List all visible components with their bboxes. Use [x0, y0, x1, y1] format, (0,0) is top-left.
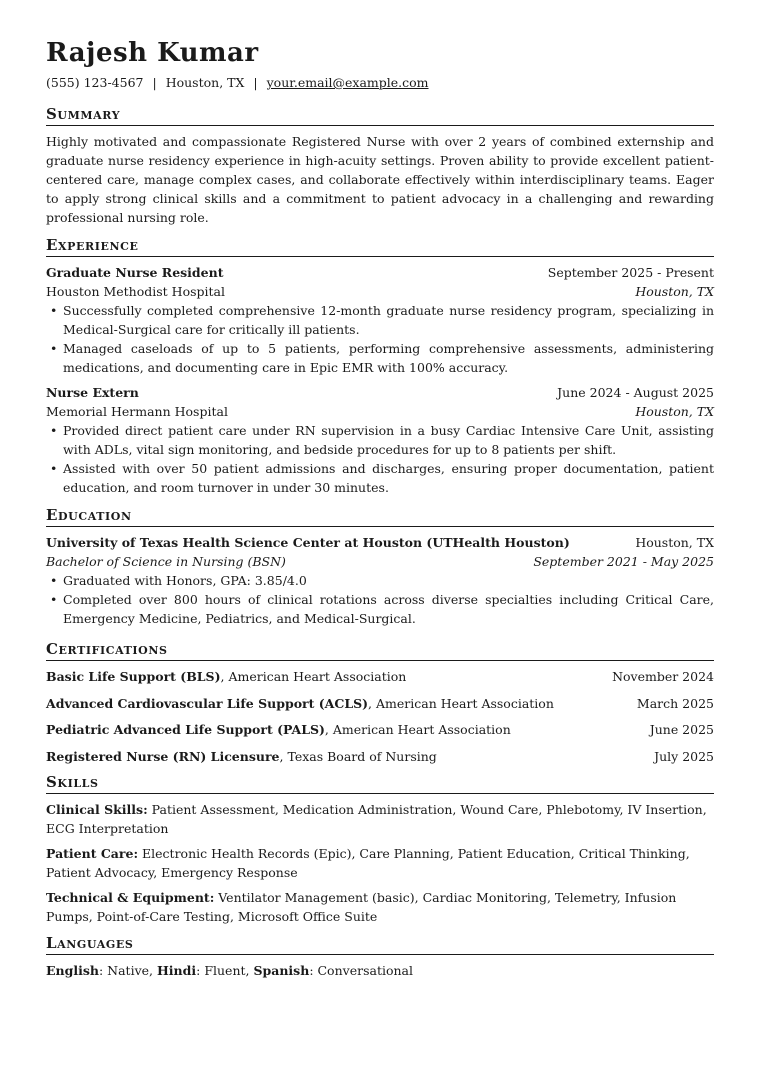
- job-bullets: [46, 421, 714, 497]
- experience-section: [46, 236, 714, 497]
- cert-issuer: , American Heart Association: [324, 722, 511, 737]
- bullet-glyph: •: [50, 423, 58, 438]
- list-item: [50, 421, 714, 459]
- job-role: Nurse Extern: [46, 385, 139, 400]
- cert-name: Registered Nurse (RN) Licensure: [46, 748, 280, 764]
- language-level: : Conversational: [309, 963, 413, 978]
- skills-section: [46, 773, 714, 926]
- section-title-experience: Experience: [46, 236, 714, 257]
- bullet-text: Provided direct patient care under RN supervision in a busy Cardiac Intensive Care Unit, assisting with ADLs, vital sign monitoring, and bedside procedures for up to 8 patients per shift.: [63, 423, 714, 457]
- list-item: [50, 590, 714, 628]
- bullet-glyph: •: [50, 341, 58, 356]
- languages-section: [46, 934, 714, 980]
- cert-row: [46, 667, 714, 686]
- location: Houston, TX: [165, 75, 245, 90]
- section-title-skills: Skills: [46, 773, 714, 794]
- summary-text: Highly motivated and compassionate Registered Nurse with over 2 years of combined externship and graduate nurse residency experience in high-acuity settings. Proven ability to provide excellent patient-centered care, manage complex cases, and collaborate effectively within interdisciplinary teams. Eager to apply strong clinical skills and a commitment to patient advocacy in a challenging and rewarding professional nursing role.: [46, 134, 714, 225]
- cert-row: [46, 720, 714, 739]
- section-title-education: Education: [46, 506, 714, 527]
- skill-label: Patient Care:: [46, 846, 139, 861]
- section-title-certifications: Certifications: [46, 640, 714, 661]
- language-level: : Fluent,: [196, 963, 254, 978]
- education-bullets: [46, 571, 714, 628]
- section-title-summary: Summary: [46, 105, 714, 126]
- email-link[interactable]: your.email@example.com: [266, 75, 429, 90]
- section-title-languages: Languages: [46, 934, 714, 955]
- job-entry: [46, 263, 714, 377]
- job-location: Houston, TX: [635, 284, 714, 299]
- bullet-glyph: •: [50, 461, 58, 476]
- list-item: [50, 301, 714, 339]
- bullet-text: Graduated with Honors, GPA: 3.85/4.0: [63, 573, 307, 588]
- cert-date: June 2025: [649, 722, 714, 737]
- bullet-text: Assisted with over 50 patient admissions and discharges, ensuring proper documentation, patient education, and room turnover in under 30 minutes.: [63, 461, 714, 495]
- cert-name: Advanced Cardiovascular Life Support (ACLS): [46, 695, 369, 711]
- education-dates: September 2021 - May 2025: [533, 554, 714, 569]
- cert-name: Pediatric Advanced Life Support (PALS): [46, 722, 325, 737]
- job-dates: September 2025 - Present: [547, 265, 714, 280]
- job-location: Houston, TX: [635, 404, 714, 419]
- bullet-glyph: •: [50, 573, 58, 588]
- separator: |: [152, 75, 157, 90]
- phone: (555) 123-4567: [46, 75, 144, 90]
- skill-text: Ventilator Management (basic), Cardiac Monitoring, Telemetry, Infusion Pumps, Point-of-Care Testing, Microsoft Office Suite: [46, 890, 677, 924]
- bullet-glyph: •: [50, 303, 58, 318]
- candidate-name: Rajesh Kumar: [46, 38, 259, 68]
- school-name: University of Texas Health Science Center at Houston (UTHealth Houston): [46, 535, 570, 550]
- cert-issuer: , American Heart Association: [368, 695, 554, 711]
- skill-label: Technical & Equipment:: [46, 890, 215, 905]
- degree: Bachelor of Science in Nursing (BSN): [46, 554, 286, 569]
- skill-group: [46, 888, 714, 926]
- job-org: Memorial Hermann Hospital: [46, 404, 228, 419]
- language-name: Hindi: [157, 963, 197, 978]
- language-name: English: [46, 963, 99, 978]
- bullet-glyph: •: [50, 592, 58, 607]
- language-name: Spanish: [253, 963, 310, 978]
- skill-group: [46, 844, 714, 882]
- job-org: Houston Methodist Hospital: [46, 284, 225, 299]
- cert-issuer: , Texas Board of Nursing: [279, 748, 437, 764]
- summary-section: [46, 105, 714, 227]
- cert-row: [46, 694, 714, 713]
- job-dates: June 2024 - August 2025: [557, 385, 714, 400]
- cert-date: March 2025: [636, 695, 714, 711]
- bullet-text: Completed over 800 hours of clinical rotations across diverse specialties including Critical Care, Emergency Medicine, Pediatrics, and Medical-Surgical.: [63, 592, 714, 626]
- cert-date: November 2024: [612, 669, 714, 684]
- job-role: Graduate Nurse Resident: [46, 265, 224, 280]
- cert-name: Basic Life Support (BLS): [46, 669, 221, 684]
- contact-line: [46, 74, 714, 92]
- language-level: : Native,: [98, 963, 157, 978]
- skill-text: Patient Assessment, Medication Administration, Wound Care, Phlebotomy, IV Insertion, ECG Interpretation: [46, 802, 707, 836]
- school-location: Houston, TX: [635, 535, 714, 550]
- job-entry: [46, 383, 714, 497]
- education-section: [46, 506, 714, 628]
- cert-row: [46, 747, 714, 766]
- list-item: [50, 459, 714, 497]
- job-bullets: [46, 301, 714, 377]
- bullet-text: Managed caseloads of up to 5 patients, performing comprehensive assessments, administering medications, and documenting care in Epic EMR with 100% accuracy.: [63, 341, 714, 375]
- cert-issuer: , American Heart Association: [220, 669, 407, 684]
- list-item: [50, 339, 714, 377]
- list-item: [50, 571, 714, 590]
- skill-group: [46, 800, 714, 838]
- separator: |: [253, 75, 258, 90]
- bullet-text: Successfully completed comprehensive 12-month graduate nurse residency program, specializing in Medical-Surgical care for critically ill patients.: [63, 303, 714, 337]
- certifications-section: [46, 640, 714, 766]
- cert-date: July 2025: [654, 748, 714, 764]
- languages-line: [46, 961, 714, 980]
- skill-text: Electronic Health Records (Epic), Care Planning, Patient Education, Critical Thinking, Patient Advocacy, Emergency Response: [46, 846, 690, 880]
- skill-label: Clinical Skills:: [46, 802, 148, 817]
